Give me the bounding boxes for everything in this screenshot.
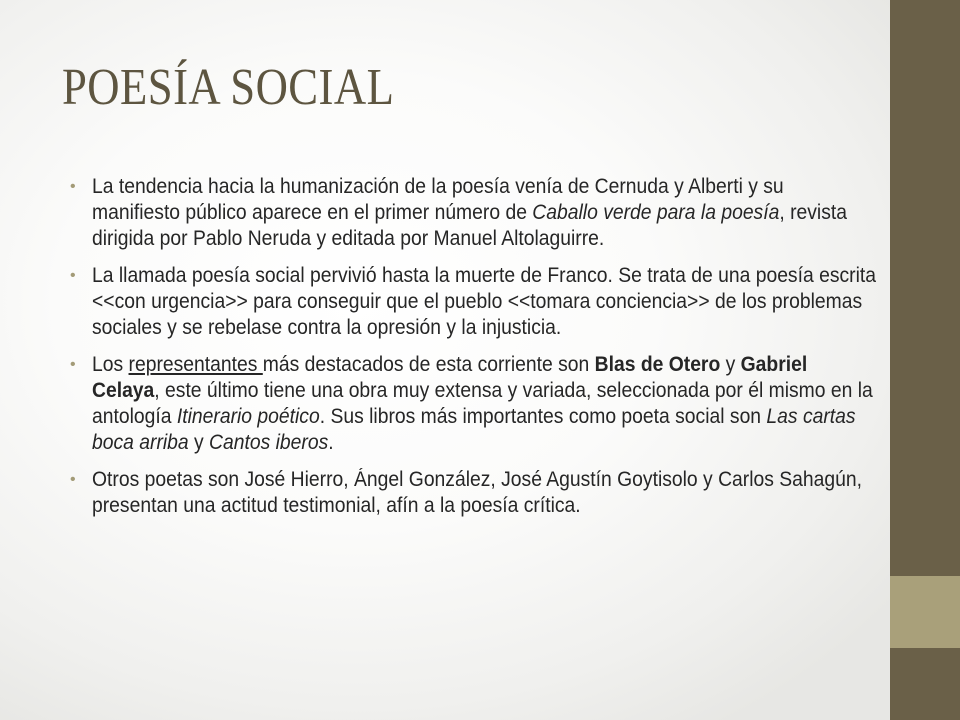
bullet-dot-icon: •	[70, 471, 76, 488]
bullet-text-segment: La llamada poesía social pervivió hasta la muerte de Franco. Se trata de una poesía escrita <<con urgencia>> para conseguir que el pueblo <<tomara conciencia>> de los problemas sociales y se rebelase contra la opresión y la injusticia.	[92, 264, 876, 339]
bullet-text-segment: y	[720, 353, 741, 376]
bullet-dot-icon: •	[70, 356, 76, 373]
bullet-text-segment: y	[188, 431, 210, 454]
bullet-text-segment: La tendencia hacia la humanización de la poesía venía de Cernuda y Alberti y su manifiesto público aparece en el primer número de	[92, 175, 784, 224]
bullet-item-3	[68, 352, 873, 456]
bullet-text-segment: Los	[92, 353, 129, 376]
bullet-text-segment: Otros poetas son José Hierro, Ángel González, José Agustín Goytisolo y Carlos Sahagún, presentan una actitud testimonial, afín a la poesía crítica.	[92, 468, 862, 517]
book-title-itinerario-poetico: Itinerario poético	[176, 405, 320, 428]
side-accent-bar-top	[890, 0, 960, 576]
bullet-text-segment: , revista dirigida por Pablo Neruda y editada por Manuel Altolaguirre.	[92, 201, 847, 250]
bullet-text	[92, 467, 877, 519]
bullet-text	[92, 263, 877, 341]
author-gabriel-celaya: Gabriel Celaya	[92, 353, 808, 402]
slide-title: POESÍA SOCIAL	[62, 59, 395, 116]
bullet-text	[92, 174, 877, 252]
representantes-link[interactable]: representantes	[128, 353, 263, 376]
bullet-item-2	[68, 263, 876, 341]
bullet-text	[92, 352, 877, 456]
side-accent-bar-bottom	[890, 648, 960, 720]
bullet-item-4	[68, 467, 868, 519]
book-title-cantos-iberos: Cantos iberos	[209, 431, 329, 454]
bullet-item-1	[68, 174, 868, 252]
author-blas-de-otero: Blas de Otero	[594, 353, 721, 376]
book-title-caballo-verde: Caballo verde para la poesía	[532, 201, 780, 224]
bullet-text-segment: . Sus libros más importantes como poeta social son	[319, 405, 767, 428]
bullet-text-segment: más destacados de esta corriente son	[262, 353, 595, 376]
bullet-text-segment: .	[328, 431, 334, 454]
side-accent-bar-middle	[890, 576, 960, 648]
bullet-dot-icon: •	[70, 267, 76, 284]
bullet-list	[68, 174, 876, 530]
book-title-las-cartas-boca-arriba: Las cartas boca arriba	[92, 405, 856, 454]
bullet-text-segment: , este último tiene una obra muy extensa y variada, seleccionada por él mismo en la antología	[92, 379, 873, 428]
bullet-dot-icon: •	[70, 178, 76, 195]
